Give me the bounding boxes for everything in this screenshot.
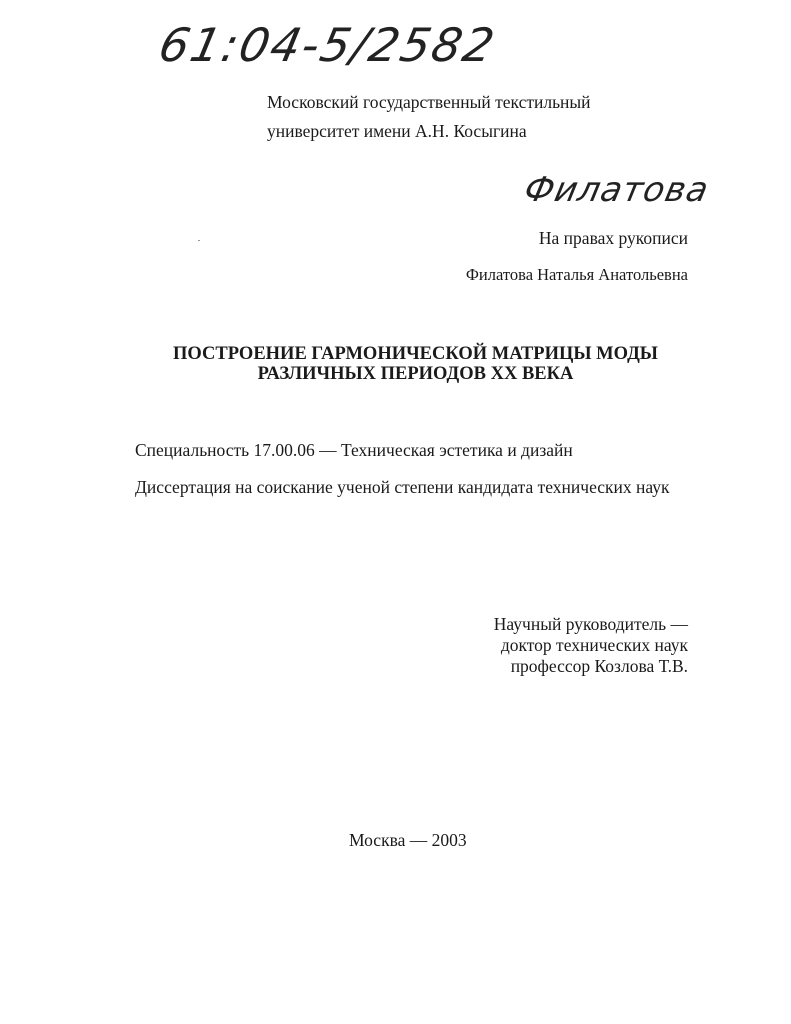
supervisor-degree: доктор технических наук [500, 635, 688, 655]
handwritten-catalog-number: 61:04-5/2582 [154, 18, 501, 72]
supervisor-name: профессор Козлова Т.В. [510, 656, 688, 676]
specialty-line: Специальность 17.00.06 — Техническая эстетика и дизайн [135, 440, 573, 460]
thesis-title-line1: ПОСТРОЕНИЕ ГАРМОНИЧЕСКОЙ МАТРИЦЫ МОДЫ [173, 344, 658, 364]
supervisor-role: Научный руководитель — [493, 614, 688, 634]
thesis-title-line2: РАЗЛИЧНЫХ ПЕРИОДОВ XX ВЕКА [257, 364, 574, 384]
scan-speck [198, 240, 200, 241]
author-name: Филатова Наталья Анатольевна [465, 265, 688, 284]
dissertation-line: Диссертация на соискание ученой степени кандидата технических наук [135, 477, 670, 497]
handwritten-signature: Филатова [520, 170, 713, 210]
city-year: Москва — 2003 [349, 830, 467, 850]
university-name-line2: университет имени А.Н. Косыгина [267, 121, 527, 141]
supervisor-block [494, 614, 688, 677]
rights-note: На правах рукописи [538, 228, 688, 248]
university-name-line1: Московский государственный текстильный [267, 92, 591, 112]
